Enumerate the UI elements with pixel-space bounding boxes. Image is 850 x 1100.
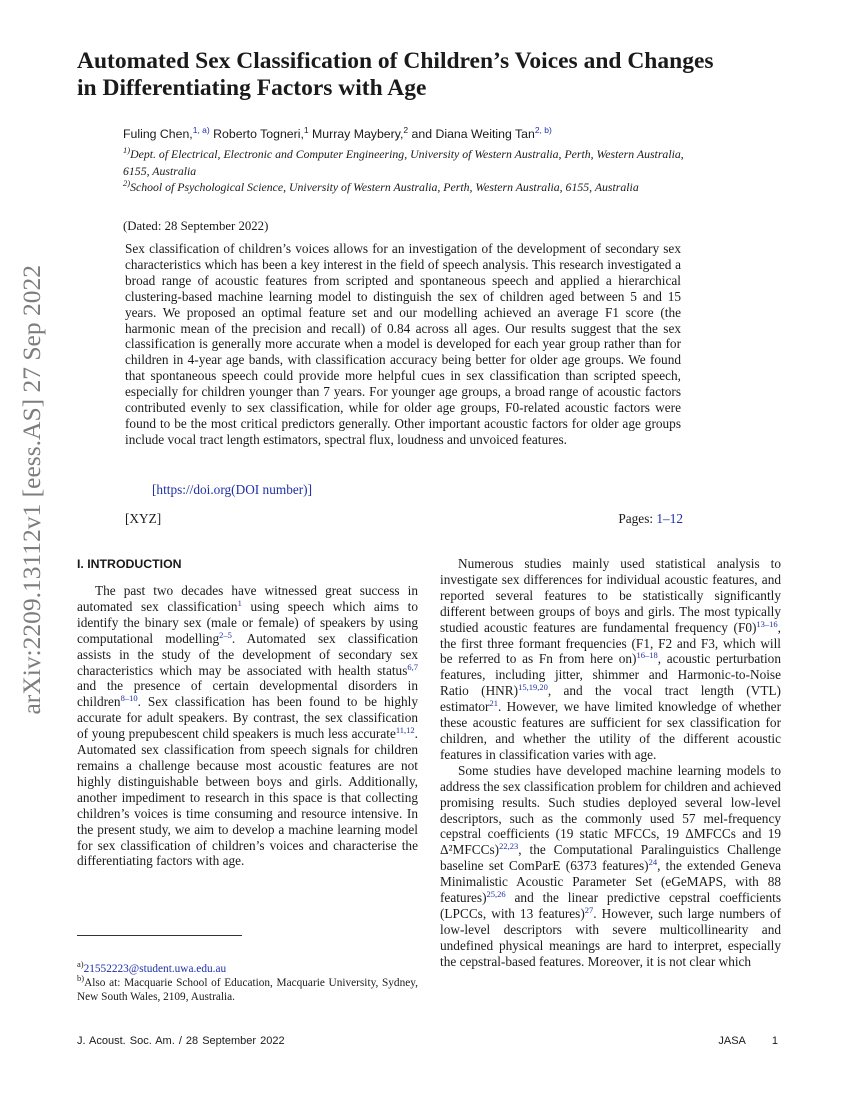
citation[interactable]: 15,19,20: [518, 682, 548, 693]
affiliation-1: [123, 146, 688, 180]
footnote-mark: a): [77, 959, 84, 969]
citation[interactable]: 2–5: [219, 629, 232, 640]
footer-right: [718, 1035, 778, 1047]
dated-line: (Dated: 28 September 2022): [123, 219, 269, 233]
author-name: Murray Maybery,: [312, 127, 404, 141]
footnote-b: [77, 973, 418, 1004]
doi-link[interactable]: [https://doi.org(DOI number)]: [152, 482, 313, 497]
affiliation-text: Dept. of Electrical, Electronic and Computer Engineering, University of Western Australia, Perth, Western Australia, 6155, Australia: [123, 147, 684, 178]
pages-label: Pages:: [618, 511, 654, 526]
footnote-mark: b): [77, 973, 85, 983]
affiliation-number: 1): [123, 145, 131, 155]
citation[interactable]: 16–18: [636, 650, 658, 661]
author-name: Roberto Togneri,: [213, 127, 304, 141]
left-column: [77, 583, 418, 869]
footnote-divider: [77, 935, 242, 936]
citation[interactable]: 21: [489, 698, 498, 709]
citation[interactable]: 27: [584, 904, 594, 915]
author-name: and Diana Weiting Tan: [411, 127, 535, 141]
page-number: 1: [771, 1035, 778, 1047]
author-name: Fuling Chen,: [123, 127, 193, 141]
footer-journal: JASA: [718, 1035, 746, 1047]
author-affil-mark: 1: [303, 125, 309, 135]
citation[interactable]: 6,7: [407, 661, 418, 672]
intro-paragraph-1: The past two decades have witnessed great success in automated sex classification$^1$ using speech which aims to identify the binary sex (male or female) of speakers by using computational modelling$^{2-5}$. Automated sex classification assists in the study of the development of secondary sex characteristics which may be associated with health status$^{6,7}$ and the presence of certain developmental disorders in children$^{8-10}$. Sex classification has been found to be highly accurate for adult speakers. By contrast, the sex classification of young prepubescent child speakers is much less accurate$^{11,12}$. Automated sex classification from speech signals for children remains a challenge because most acoustic features are not highly distinguishable between boys and girls. Additionally, another impediment to research in this space is that collecting children’s voices is time consuming and resource intensive. In the present study, we aim to develop a machine learning model for sex classification of children’s voices and characterise the differentiating factors with age.: [77, 583, 418, 869]
right-column: [440, 556, 781, 970]
citation[interactable]: 8–10: [120, 693, 138, 704]
email-link[interactable]: 21552223@student.uwa.edu.au: [83, 963, 227, 975]
author-list: [123, 127, 552, 141]
arxiv-stamp: [10, 265, 54, 715]
abstract: Sex classification of children’s voices allows for an investigation of the development of secondary sex characteristics which has been a key interest in the field of speech analysis. This research investigated a broad range of acoustic features from scripted and spontaneous speech and applied a hierarchical clustering-based machine learning model to distinguish the sex of children aged between 5 and 15 years. We proposed an optimal feature set and our modelling achieved an average F1 score (the harmonic mean of the precision and recall) of 0.84 across all ages. Our results suggest that the sex classification is generally more accurate when a model is developed for each year group rather than for children in 4-year age bands, with classification accuracy being better for older age groups. We found that spontaneous speech could provide more helpful cues in sex classification than scripted speech, especially for children younger than 7 years. For younger age groups, a broad range of acoustic factors contributed evenly to sex classification, while for older age groups, F0-related acoustic factors were found to be the most critical predictors generally. Other important acoustic factors for older age groups include vocal tract length estimators, spectral flux, loudness and unvoiced features.: [125, 241, 681, 447]
section-heading: I. INTRODUCTION: [77, 557, 182, 571]
intro-paragraph-2: Numerous studies mainly used statistical analysis to investigate sex differences for individual acoustic features, and reported several features to be statistically significantly different between groups of boys and girls. The most typically studied acoustic features are fundamental frequency (F0)$^{13-16}$, the first three formant frequencies (F1, F2 and F3, which will be referred to as Fn from here on)$^{16-18}$, acoustic perturbation features, including jitter, shimmer and Harmonic-to-Noise Ratio (HNR)$^{15,19,20}$, and the vocal tract length (VTL) estimator$^{21}$. However, we have limited knowledge of whether these acoustic features are sufficient for sex classification for children, and whether the utility of the different acoustic features in classification varies with age.: [440, 556, 781, 762]
paper-title: Automated Sex Classification of Children’s Voices and Changes in Differentiating Factors with Age: [77, 48, 714, 101]
author-affil-mark[interactable]: 1, a): [192, 125, 210, 135]
citation[interactable]: 11,12: [395, 725, 415, 736]
citation[interactable]: 24: [648, 857, 658, 868]
pages-link[interactable]: 1–12: [656, 511, 683, 526]
footnote-a: [77, 959, 418, 976]
footnote-text: Also at: Macquarie School of Education, Macquarie University, Sydney, New South Wales, 2109, Australia.: [77, 977, 418, 1003]
author-affil-mark: 2: [403, 125, 409, 135]
citation[interactable]: 1: [237, 597, 242, 608]
pacs-code: [XYZ]: [125, 511, 162, 526]
affiliation-number: 2): [123, 178, 131, 188]
affiliation-2: [123, 179, 688, 196]
citation[interactable]: 13–16: [756, 618, 778, 629]
affiliation-text: School of Psychological Science, University of Western Australia, Perth, Western Australia, 6155, Australia: [130, 180, 639, 194]
intro-paragraph-3: Some studies have developed machine learning models to address the sex classification problem for children and achieved promising results. Such studies deployed several low-level descriptors, such as the commonly used 57 mel-frequency cepstral coefficients (19 static MFCCs, 19 ΔMFCCs and 19 Δ²MFCCs)$^{22,23}$, the Computational Paralinguistics Challenge baseline set ComParE (6373 features)$^{24}$, the extended Geneva Minimalistic Acoustic Parameter Set (eGeMAPS, with 88 features)$^{25,26}$ and the linear predictive cepstral coefficients (LPCCs, with 13 features)$^{27}$. However, such large numbers of low-level descriptors with severe multicollinearity and undefined physical meanings are hard to interpret, especially the cepstral-based features. Moreover, it is not clear which: [440, 762, 781, 969]
citation[interactable]: 25,26: [486, 889, 506, 900]
citation[interactable]: 22,23: [499, 841, 519, 852]
author-affil-mark[interactable]: 2, b): [534, 125, 552, 135]
arxiv-id: arXiv:2209.13112v1 [eess.AS] 27 Sep 2022: [17, 265, 46, 715]
footer-journal-date: J. Acoust. Soc. Am. / 28 September 2022: [77, 1035, 285, 1047]
page-range: [618, 511, 683, 527]
